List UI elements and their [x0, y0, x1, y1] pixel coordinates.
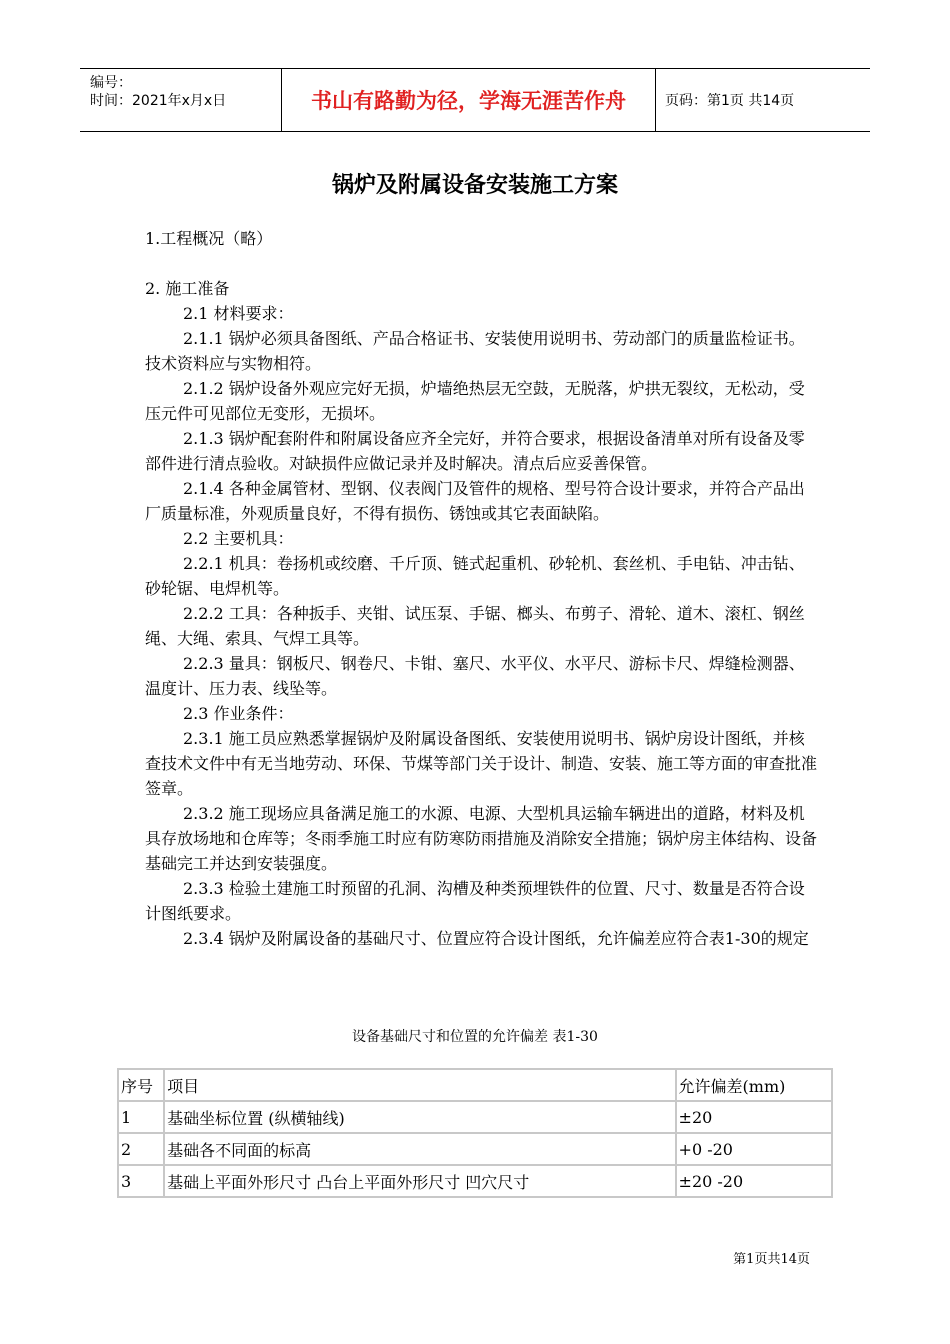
paragraph: 2.1.1 锅炉必须具备图纸、产品合格证书、安装使用说明书、劳动部门的质量监检证书。技术资料应与实物相符。 [145, 329, 805, 373]
deviation-table [117, 1068, 833, 1198]
page-info: 页码：第1页 共14页 [665, 93, 795, 109]
paragraph: 2.3 作业条件： [183, 704, 294, 723]
paragraph: 2.3.4 锅炉及附属设备的基础尺寸、位置应符合设计图纸，允许偏差应符合表1-30的规定 [183, 929, 809, 948]
table-header-row [118, 1069, 832, 1101]
page-footer: 第1页共14页 [733, 1252, 810, 1267]
row-number: 2 [118, 1133, 164, 1165]
row-tolerance: ±20 -20 [676, 1165, 832, 1197]
paragraph: 2.1 材料要求： [183, 304, 294, 323]
row-item: 基础坐标位置 (纵横轴线) [164, 1101, 675, 1133]
row-item: 基础各不同面的标高 [164, 1133, 675, 1165]
table-row [118, 1101, 832, 1133]
paragraph: 2.2.1 机具：卷扬机或绞磨、千斤顶、链式起重机、砂轮机、套丝机、手电钻、冲击钻、砂轮锯、电焊机等。 [145, 554, 805, 598]
time-label: 时间：2021年x月x日 [90, 93, 227, 109]
number-label: 编号： [90, 75, 132, 91]
paragraph: 2.1.4 各种金属管材、型钢、仪表阀门及管件的规格、型号符合设计要求，并符合产品出厂质量标准，外观质量良好，不得有损伤、锈蚀或其它表面缺陷。 [145, 479, 805, 523]
motto: 书山有路勤为径，学海无涯苦作舟 [281, 69, 656, 131]
header-meta-cell [80, 69, 281, 131]
paragraph: 2.1.3 锅炉配套附件和附属设备应齐全完好，并符合要求，根据设备清单对所有设备及零部件进行清点验收。对缺损件应做记录并及时解决。清点后应妥善保管。 [145, 429, 805, 473]
blank-line [145, 251, 817, 276]
paragraph: 1.工程概况（略） [145, 229, 273, 248]
row-tolerance: +0 -20 [676, 1133, 832, 1165]
row-tolerance: ±20 [676, 1101, 832, 1133]
table-caption: 设备基础尺寸和位置的允许偏差 表1-30 [352, 1029, 598, 1045]
document-body [145, 226, 817, 951]
header-cell-tolerance: 允许偏差(mm) [676, 1069, 832, 1101]
paragraph: 2.3.1 施工员应熟悉掌握锅炉及附属设备图纸、安装使用说明书、锅炉房设计图纸，并核查技术文件中有无当地劳动、环保、节煤等部门关于设计、制造、安装、施工等方面的审查批准签章。 [145, 729, 818, 798]
document-header [80, 68, 870, 132]
table-row [118, 1133, 832, 1165]
paragraph: 2.2.2 工具：各种扳手、夹钳、试压泵、手锯、榔头、布剪子、滑轮、道木、滚杠、钢丝绳、大绳、索具、气焊工具等。 [145, 604, 805, 648]
row-number: 3 [118, 1165, 164, 1197]
row-number: 1 [118, 1101, 164, 1133]
document-title: 锅炉及附属设备安装施工方案 [331, 173, 618, 198]
paragraph: 2.2.3 量具：钢板尺、钢卷尺、卡钳、塞尺、水平仪、水平尺、游标卡尺、焊缝检测器、温度计、压力表、线坠等。 [145, 654, 805, 698]
paragraph: 2.2 主要机具： [183, 529, 294, 548]
paragraph: 2.1.2 锅炉设备外观应完好无损，炉墙绝热层无空鼓，无脱落，炉拱无裂纹，无松动，受压元件可见部位无变形，无损坏。 [145, 379, 805, 423]
paragraph: 2.3.3 检验土建施工时预留的孔洞、沟槽及种类预埋铁件的位置、尺寸、数量是否符合设计图纸要求。 [145, 879, 805, 923]
paragraph: 2. 施工准备 [145, 279, 230, 298]
paragraph: 2.3.2 施工现场应具备满足施工的水源、电源、大型机具运输车辆进出的道路，材料及机具存放场地和仓库等；冬雨季施工时应有防寒防雨措施及消除安全措施；锅炉房主体结构、设备基础完工并达到安装强度。 [145, 804, 818, 873]
header-cell-item: 项目 [164, 1069, 675, 1101]
header-cell-number: 序号 [118, 1069, 164, 1101]
row-item: 基础上平面外形尺寸 凸台上平面外形尺寸 凹穴尺寸 [164, 1165, 675, 1197]
table-row [118, 1165, 832, 1197]
